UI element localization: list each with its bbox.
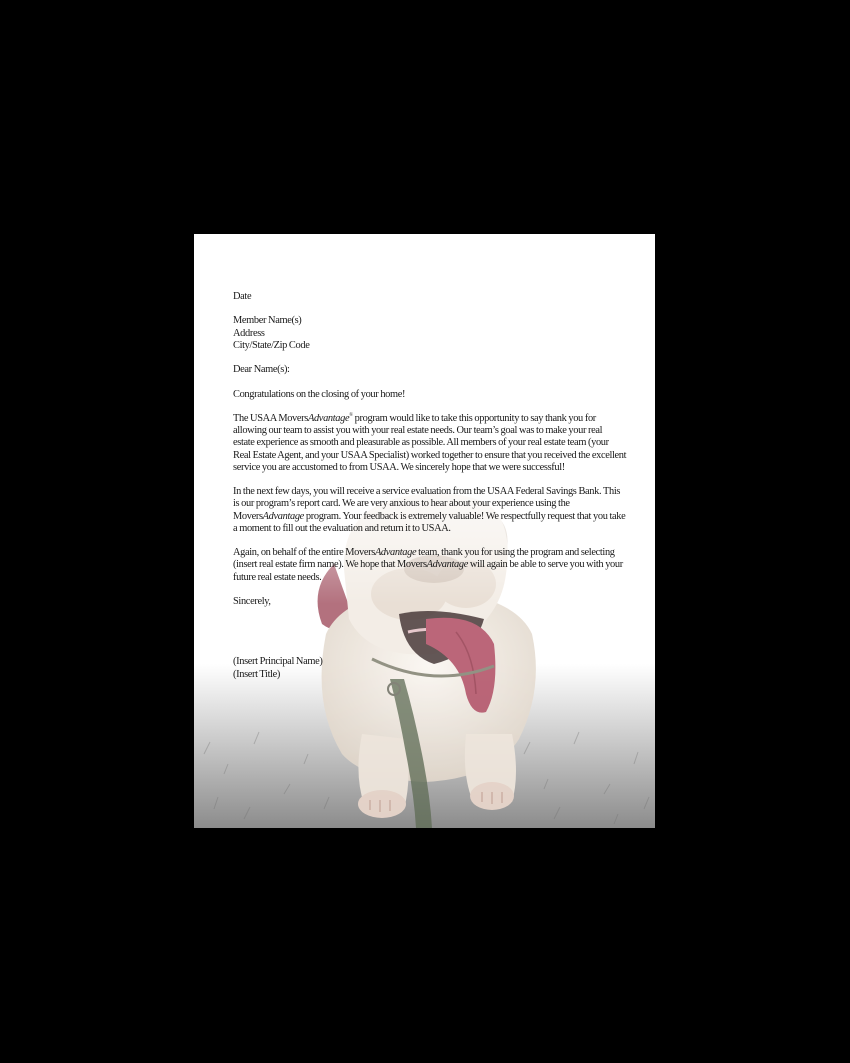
signature-block xyxy=(233,656,617,680)
paragraph-thank-you xyxy=(233,412,627,474)
text-line: estate experience as smooth and pleasurable as possible. All members of your real estate team (your xyxy=(233,437,609,449)
signer-name: (Insert Principal Name) xyxy=(233,656,323,668)
text-line: allowing our team to assist you with your real estate needs. Our team’s goal was to make your real xyxy=(233,425,603,437)
text-line: service you are accustomed to from USAA. We sincerely hope that we were successful! xyxy=(233,461,565,473)
text-line: In the next few days, you will receive a service evaluation from the USAA Federal Savings Bank. This xyxy=(233,486,621,498)
address-line: City/State/Zip Code xyxy=(233,339,310,351)
text-line: Real Estate Agent, and your USAA Specialist) worked together to ensure that you received the excellent xyxy=(233,449,627,461)
letter-page xyxy=(194,234,655,828)
text-line: a moment to fill out the evaluation and return it to USAA. xyxy=(233,522,451,534)
text-line: MoversAdvantage program. Your feedback is extremely valuable! We respectfully request that you take xyxy=(233,510,626,522)
paragraph-evaluation xyxy=(233,486,626,535)
signer-title: (Insert Title) xyxy=(233,668,281,680)
address-line: Address xyxy=(233,327,265,339)
congratulations-line: Congratulations on the closing of your home! xyxy=(233,388,406,400)
text-line: future real estate needs. xyxy=(233,571,322,583)
paragraph-closing-thanks xyxy=(233,547,623,584)
signature-space xyxy=(233,620,617,656)
letter-date: Date xyxy=(233,291,252,302)
text-line: is our program’s report card. We are very anxious to hear about your experience using the xyxy=(233,498,570,510)
closing: Sincerely, xyxy=(233,595,271,607)
recipient-address xyxy=(233,315,617,352)
salutation: Dear Name(s): xyxy=(233,364,290,376)
text-line: The USAA MoversAdvantage® program would like to take this opportunity to say thank you for xyxy=(233,412,596,424)
address-line: Member Name(s) xyxy=(233,315,302,327)
text-line: (insert real estate firm name). We hope that MoversAdvantage will again be able to serve you with your xyxy=(233,559,623,571)
letter-body xyxy=(233,291,627,693)
text-line: Again, on behalf of the entire MoversAdvantage team, thank you for using the program and selecting xyxy=(233,547,615,559)
